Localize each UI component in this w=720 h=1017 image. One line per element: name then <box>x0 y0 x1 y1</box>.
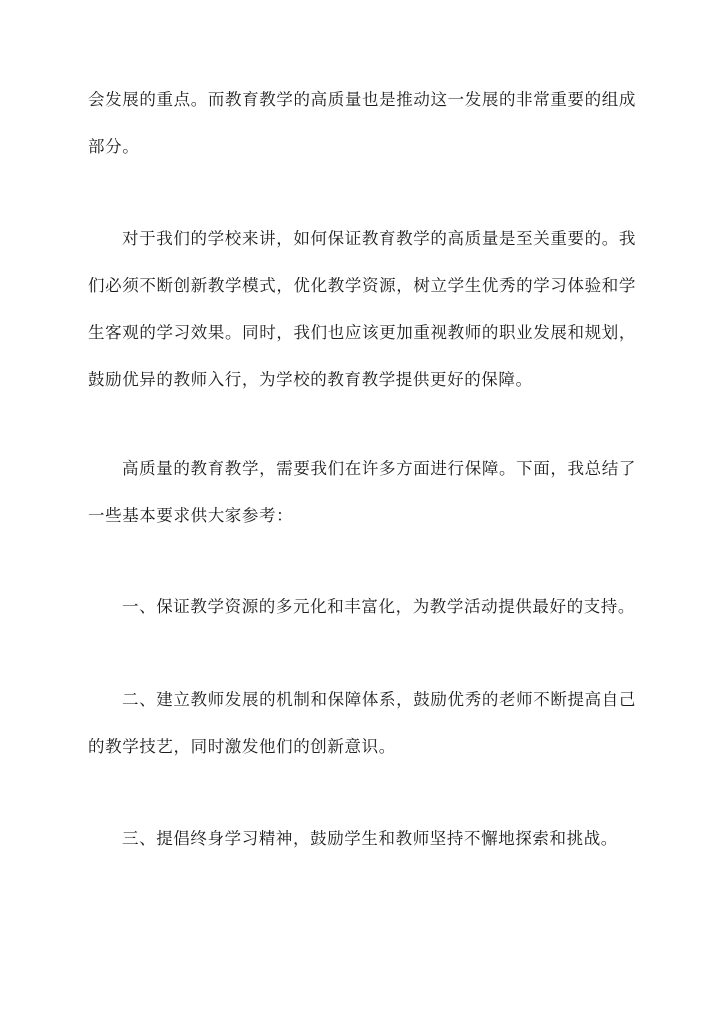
paragraph-item-three: 三、提倡终身学习精神，鼓励学生和教师坚持不懈地探索和挑战。 <box>122 829 618 848</box>
paragraph-item-two: 二、建立教师发展的机制和保障体系，鼓励优秀的老师不断提高自己的教学技艺，同时激发他们的创新意识。 <box>88 690 636 756</box>
paragraph-continuation: 会发展的重点。而教育教学的高质量也是推动这一发展的非常重要的组成部分。 <box>88 90 636 156</box>
paragraph-school-quality: 对于我们的学校来讲，如何保证教育教学的高质量是至关重要的。我们必须不断创新教学模式，优化教学资源，树立学生优秀的学习体验和学生客观的学习效果。同时，我们也应该更加重视教师的职业发展和规划，鼓励优异的教师入行，为学校的教育教学提供更好的保障。 <box>88 229 636 389</box>
paragraph-item-one: 一、保证教学资源的多元化和丰富化，为教学活动提供最好的支持。 <box>122 597 635 616</box>
paragraph-requirements-intro: 高质量的教育教学，需要我们在许多方面进行保障。下面，我总结了一些基本要求供大家参考： <box>88 459 636 525</box>
